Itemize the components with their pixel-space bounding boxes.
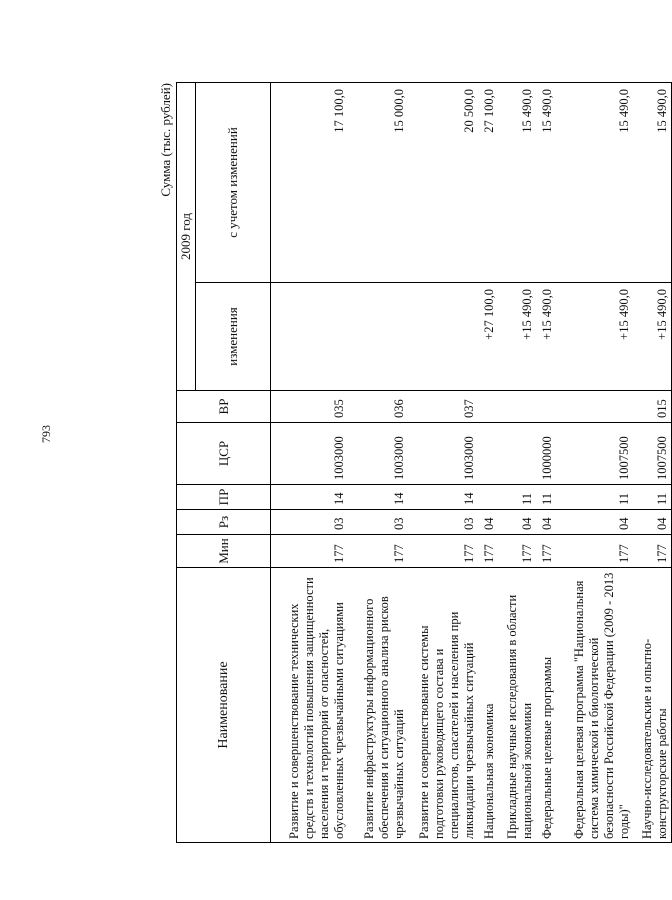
header-min: Мин xyxy=(177,535,271,568)
row-change: +15 490,0 xyxy=(556,283,633,391)
row-change: +15 490,0 xyxy=(633,283,672,391)
table-row xyxy=(271,83,349,843)
row-name: Национальная экономика xyxy=(478,568,498,843)
table-row xyxy=(633,83,672,843)
row-csr: 1007500 xyxy=(633,423,672,485)
row-pr: 14 xyxy=(348,485,408,510)
row-min: 177 xyxy=(478,535,498,568)
row-total: 15 000,0 xyxy=(348,83,408,283)
row-change: +15 490,0 xyxy=(536,283,556,391)
row-min: 177 xyxy=(408,535,478,568)
row-pr: 11 xyxy=(498,485,536,510)
row-total: 17 100,0 xyxy=(271,83,349,283)
row-pr: 11 xyxy=(556,485,633,510)
row-csr: 1000000 xyxy=(536,423,556,485)
table-row xyxy=(348,83,408,843)
row-csr: 1007500 xyxy=(556,423,633,485)
header-pr: ПР xyxy=(177,485,271,510)
table-row xyxy=(498,83,536,843)
sum-caption: Сумма (тыс. рублей) xyxy=(158,83,173,197)
row-min: 177 xyxy=(348,535,408,568)
row-name: Федеральная целевая программа "Национальная система химической и биологической безопасности Российской Федерации (2009 - 2013 годы)" xyxy=(556,568,633,843)
row-pr: 11 xyxy=(536,485,556,510)
row-csr: 1003000 xyxy=(408,423,478,485)
row-pr: 11 xyxy=(633,485,672,510)
row-vr: 036 xyxy=(348,391,408,423)
row-rz: 04 xyxy=(536,510,556,535)
header-vr: ВР xyxy=(177,391,271,423)
table-row xyxy=(536,83,556,843)
row-vr xyxy=(478,391,498,423)
row-rz: 04 xyxy=(556,510,633,535)
row-csr xyxy=(498,423,536,485)
row-min: 177 xyxy=(633,535,672,568)
budget-table xyxy=(176,82,672,843)
row-change: +27 100,0 xyxy=(478,283,498,391)
row-vr xyxy=(556,391,633,423)
row-pr xyxy=(478,485,498,510)
row-min: 177 xyxy=(271,535,349,568)
row-vr: 037 xyxy=(408,391,478,423)
header-rz: Рз xyxy=(177,510,271,535)
row-rz: 04 xyxy=(633,510,672,535)
header-name: Наименование xyxy=(177,568,271,843)
row-vr xyxy=(536,391,556,423)
row-rz: 03 xyxy=(348,510,408,535)
row-rz: 03 xyxy=(408,510,478,535)
rotated-table-region xyxy=(154,83,669,843)
page-number: 793 xyxy=(39,425,53,443)
table-row xyxy=(478,83,498,843)
row-rz: 04 xyxy=(478,510,498,535)
row-pr: 14 xyxy=(408,485,478,510)
row-total: 15 490,0 xyxy=(556,83,633,283)
row-total: 20 500,0 xyxy=(408,83,478,283)
row-total: 15 490,0 xyxy=(536,83,556,283)
table-row xyxy=(556,83,633,843)
row-change xyxy=(348,283,408,391)
row-min: 177 xyxy=(498,535,536,568)
row-total: 15 490,0 xyxy=(498,83,536,283)
row-total: 27 100,0 xyxy=(478,83,498,283)
row-name: Федеральные целевые программы xyxy=(536,568,556,843)
row-change: +15 490,0 xyxy=(498,283,536,391)
row-vr xyxy=(498,391,536,423)
row-csr xyxy=(478,423,498,485)
header-csr: ЦСР xyxy=(177,423,271,485)
row-vr: 035 xyxy=(271,391,349,423)
row-min: 177 xyxy=(556,535,633,568)
row-total: 15 490,0 xyxy=(633,83,672,283)
row-csr: 1003000 xyxy=(271,423,349,485)
row-rz: 03 xyxy=(271,510,349,535)
header-change: изменения xyxy=(196,283,271,391)
row-name: Развитие инфраструктуры информационного обеспечения и ситуационного анализа рисков чрезвычайных ситуаций xyxy=(348,568,408,843)
header-year: 2009 год xyxy=(177,83,196,391)
row-name: Прикладные научные исследования в области национальной экономики xyxy=(498,568,536,843)
row-name: Развитие и совершенствование системы подготовки руководящего состава и специалистов, спасателей и населения при ликвидации чрезвычайных ситуаций xyxy=(408,568,478,843)
row-vr: 015 xyxy=(633,391,672,423)
header-with-change: с учетом изменений xyxy=(196,83,271,283)
row-name: Научно-исследовательские и опытно-конструкторские работы xyxy=(633,568,672,843)
table-row xyxy=(408,83,478,843)
row-change xyxy=(408,283,478,391)
row-csr: 1003000 xyxy=(348,423,408,485)
row-name: Развитие и совершенствование технических средств и технологий повышения защищенности населения и территорий от опасностей, обусловленных чрезвычайными ситуациями xyxy=(271,568,349,843)
row-rz: 04 xyxy=(498,510,536,535)
row-min: 177 xyxy=(536,535,556,568)
row-change xyxy=(271,283,349,391)
row-pr: 14 xyxy=(271,485,349,510)
